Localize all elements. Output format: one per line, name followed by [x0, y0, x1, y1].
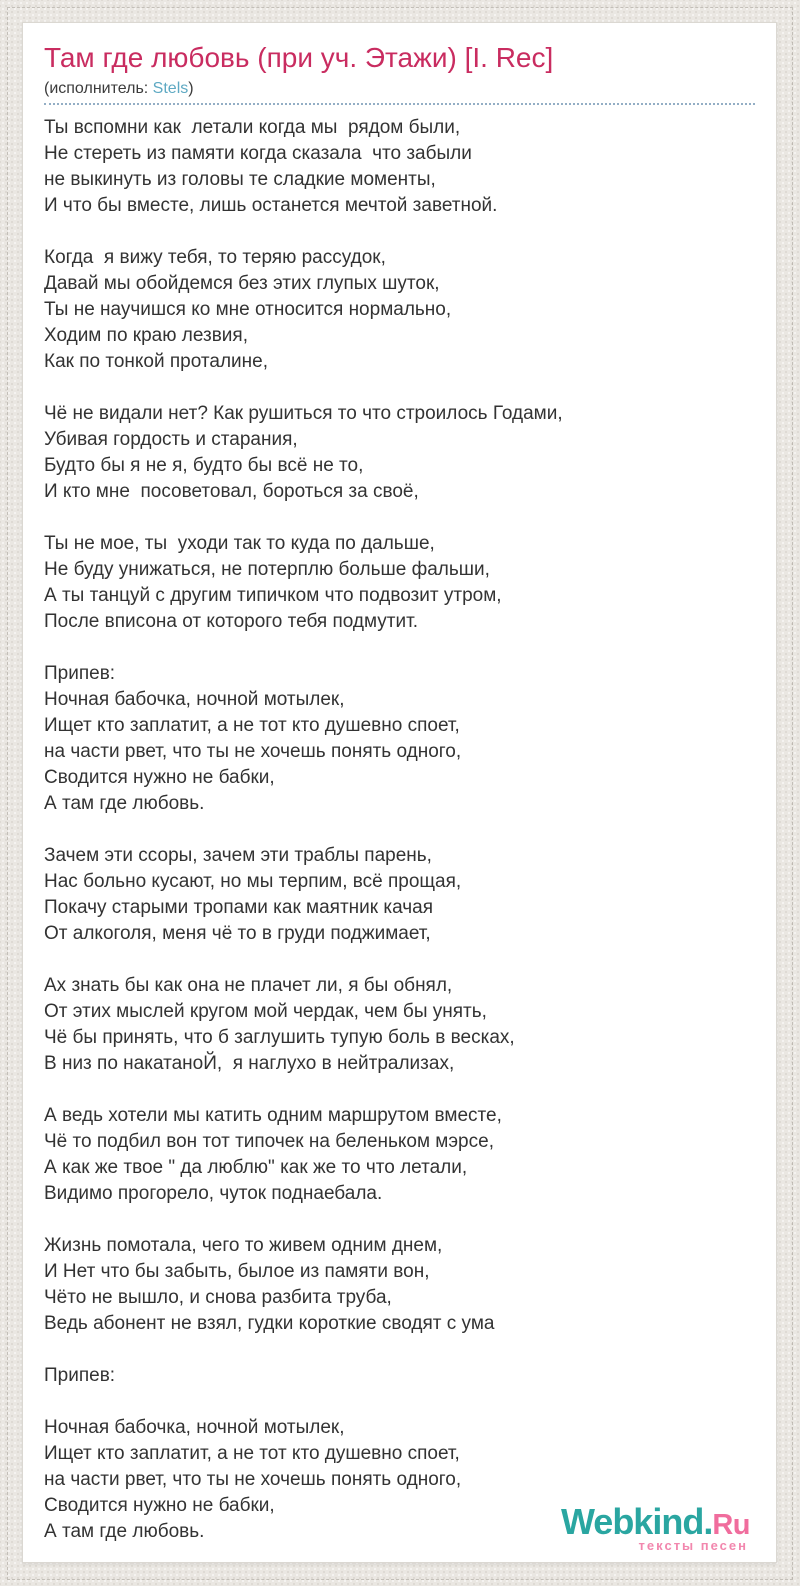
lyric-line: Нас больно кусают, но мы терпим, всё прощая, — [44, 870, 462, 892]
page-title: Там где любовь (при уч. Этажи) [I. Rec] — [44, 42, 554, 73]
lyric-line: И Нет что бы забыть, былое из памяти вон, — [44, 1260, 430, 1282]
lyric-line — [44, 1207, 755, 1233]
lyric-line: Ищет кто заплатит, а не тот кто душевно споет, — [44, 714, 460, 736]
lyric-line: Сводится нужно не бабки, — [44, 766, 275, 788]
lyric-line — [44, 1337, 755, 1363]
lyric-line: После вписона от которого тебя подмутит. — [44, 610, 418, 632]
lyric-line: А там где любовь. — [44, 792, 205, 814]
artist-line — [44, 78, 755, 99]
lyric-line: А как же твое " да люблю" как же то что летали, — [44, 1156, 468, 1178]
lyric-line: не выкинуть из головы те сладкие моменты, — [44, 168, 436, 190]
lyric-line: Ведь абонент не взял, гудки короткие сводят с ума — [44, 1312, 495, 1334]
lyric-line — [44, 817, 755, 843]
lyric-line: От этих мыслей кругом мой чердак, чем бы унять, — [44, 1000, 487, 1022]
lyric-line: Припев: — [44, 662, 116, 684]
lyric-line: Чёто не вышло, и снова разбита труба, — [44, 1286, 392, 1308]
lyric-line: Чё не видали нет? Как рушиться то что строилось Годами, — [44, 402, 563, 424]
lyric-line — [44, 219, 755, 245]
lyric-line: на части рвет, что ты не хочешь понять одного, — [44, 1468, 462, 1490]
lyric-line — [44, 505, 755, 531]
lyric-line: Припев: — [44, 1364, 116, 1386]
lyric-line — [44, 375, 755, 401]
webkind-logo[interactable] — [560, 1501, 750, 1553]
artist-label: (исполнитель: — [44, 79, 149, 97]
lyrics-card — [22, 22, 777, 1563]
webkind-tagline: тексты песен — [638, 1538, 748, 1553]
lyric-line: В низ по накатаноЙ, я наглухо в нейтрализах, — [44, 1052, 455, 1074]
lyric-line: Ищет кто заплатит, а не тот кто душевно споет, — [44, 1442, 460, 1464]
webkind-logo-ru: Ru — [712, 1509, 750, 1541]
lyric-line: Давай мы обойдемся без этих глупых шуток, — [44, 272, 440, 294]
artist-label-close: ) — [188, 79, 194, 97]
lyric-line: Чё бы принять, что б заглушить тупую боль в весках, — [44, 1026, 515, 1048]
lyric-line: Зачем эти ссоры, зачем эти траблы парень, — [44, 844, 432, 866]
lyric-line: А там где любовь. — [44, 1520, 205, 1542]
lyric-line — [44, 635, 755, 661]
lyric-line — [44, 1077, 755, 1103]
lyric-line: Видимо прогорело, чуток поднаебала. — [44, 1182, 383, 1204]
lyric-line: Когда я вижу тебя, то теряю рассудок, — [44, 246, 386, 268]
lyric-line: Ты не научишся ко мне относится нормально, — [44, 298, 452, 320]
lyric-line — [44, 1389, 755, 1415]
lyric-line: Сводится нужно не бабки, — [44, 1494, 275, 1516]
lyric-line: Ходим по краю лезвия, — [44, 324, 248, 346]
webkind-logo-wordmark: Webkind. — [560, 1501, 713, 1542]
lyric-line: Убивая гордость и старания, — [44, 428, 298, 450]
lyric-line: Ночная бабочка, ночной мотылек, — [44, 1416, 345, 1438]
lyrics-text — [44, 115, 755, 1545]
lyric-line: Не стереть из памяти когда сказала что забыли — [44, 142, 472, 164]
lyric-line: на части рвет, что ты не хочешь понять одного, — [44, 740, 462, 762]
lyric-line: Не буду унижаться, не потерплю больше фальши, — [44, 558, 490, 580]
lyric-line — [44, 947, 755, 973]
lyric-line: Ты вспомни как летали когда мы рядом были, — [44, 116, 461, 138]
lyric-line: Будто бы я не я, будто бы всё не то, — [44, 454, 364, 476]
lyric-line: Как по тонкой проталине, — [44, 350, 268, 372]
lyric-line: И что бы вместе, лишь останется мечтой заветной. — [44, 194, 498, 216]
lyric-line: Ночная бабочка, ночной мотылек, — [44, 688, 345, 710]
lyric-line: Ты не мое, ты уходи так то куда по дальше, — [44, 532, 435, 554]
lyric-line: От алкоголя, меня чё то в груди поджимает, — [44, 922, 431, 944]
lyric-line: Жизнь помотала, чего то живем одним днем, — [44, 1234, 443, 1256]
lyric-line: И кто мне посоветовал, бороться за своё, — [44, 480, 419, 502]
header-divider — [44, 103, 755, 105]
lyric-line: Чё то подбил вон тот типочек на беленьком мэрсе, — [44, 1130, 494, 1152]
lyric-line: А ты танцуй с другим типичком что подвозит утром, — [44, 584, 502, 606]
lyric-line: А ведь хотели мы катить одним маршрутом вместе, — [44, 1104, 502, 1126]
lyric-line: Покачу старыми тропами как маятник качая — [44, 896, 433, 918]
artist-link[interactable]: Stels — [152, 79, 189, 97]
lyric-line: Ах знать бы как она не плачет ли, я бы обнял, — [44, 974, 453, 996]
